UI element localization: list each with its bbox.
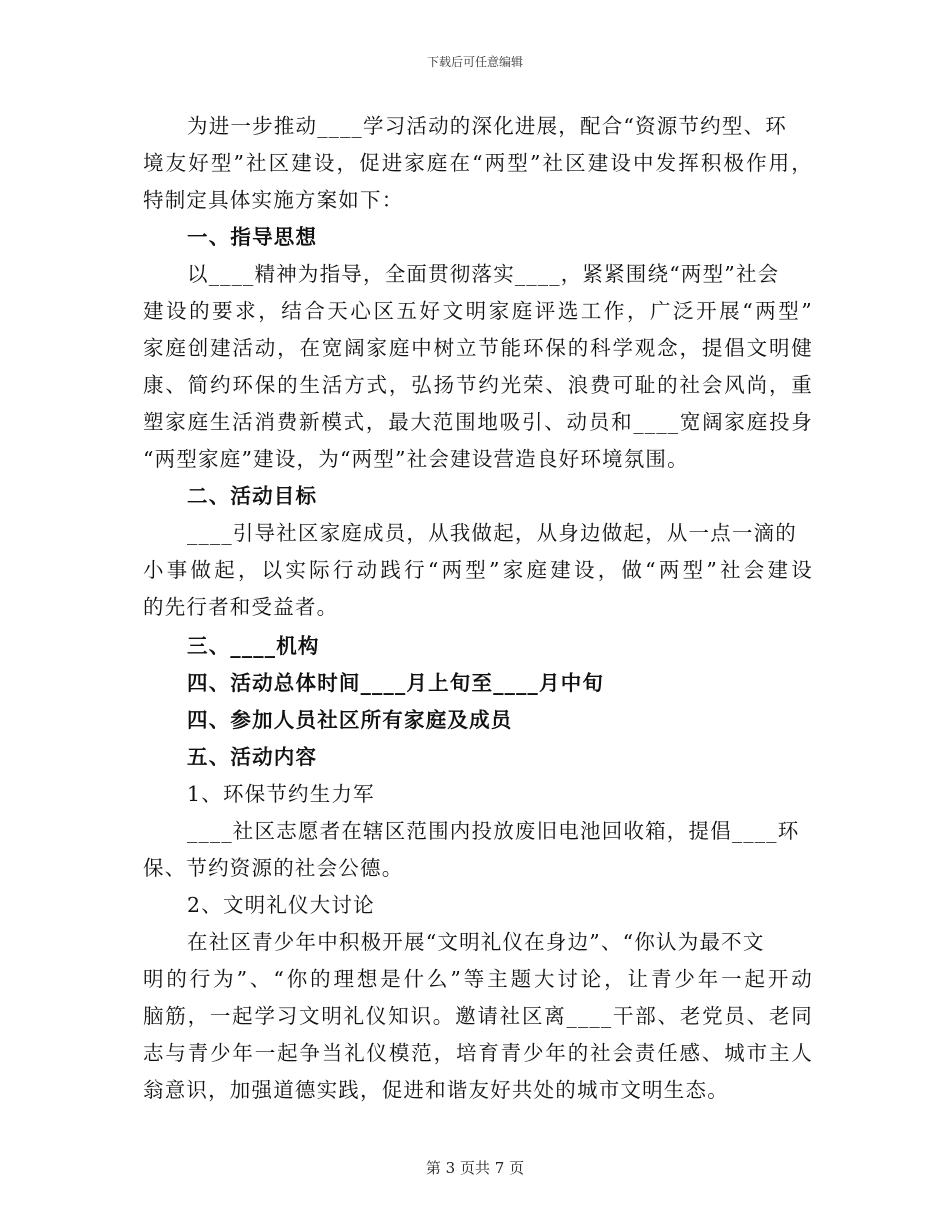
section-heading: 三、____机构 bbox=[187, 634, 320, 658]
body-line: 境友好型”社区建设，促进家庭在“两型”社区建设中发挥积极作用， bbox=[143, 151, 813, 175]
section-heading: 五、活动内容 bbox=[187, 745, 318, 769]
section-heading: 四、参加人员社区所有家庭及成员 bbox=[187, 708, 513, 732]
body-line: 特制定具体实施方案如下： bbox=[143, 188, 404, 212]
body-line: 家庭创建活动，在宽阔家庭中树立节能环保的科学观念，提倡文明健 bbox=[143, 336, 813, 360]
body-line: 志与青少年一起争当礼仪模范，培育青少年的社会责任感、城市主人 bbox=[143, 1041, 813, 1065]
sub-heading: 2、文明礼仪大讨论 bbox=[187, 893, 375, 917]
page-footer: 第 3 页共 7 页 bbox=[425, 1159, 525, 1177]
body-line: 翁意识，加强道德实践，促进和谐友好共处的城市文明生态。 bbox=[143, 1078, 729, 1102]
body-line: 的先行者和受益者。 bbox=[143, 595, 339, 619]
body-line: “两型家庭”建设，为“两型”社会建设营造良好环境氛围。 bbox=[143, 447, 689, 471]
body-line: 为进一步推动____学习活动的深化进展，配合“资源节约型、环 bbox=[187, 114, 787, 138]
section-heading: 二、活动目标 bbox=[187, 484, 318, 508]
section-heading: 一、指导思想 bbox=[187, 225, 318, 249]
body-line: 明的行为”、“你的理想是什么”等主题大讨论，让青少年一起开动 bbox=[143, 967, 813, 991]
section-heading: 四、活动总体时间____月上旬至____月中旬 bbox=[187, 671, 605, 695]
sub-heading: 1、环保节约生力军 bbox=[187, 782, 375, 806]
body-line: 小事做起，以实际行动践行“两型”家庭建设，做“两型”社会建设 bbox=[143, 558, 813, 582]
body-line: 康、简约环保的生活方式，弘扬节约光荣、浪费可耻的社会风尚，重 bbox=[143, 373, 813, 397]
body-line: 在社区青少年中积极开展“文明礼仪在身边”、“你认为最不文 bbox=[187, 930, 765, 954]
body-line: 以____精神为指导，全面贯彻落实____，紧紧围绕“两型”社会 bbox=[187, 262, 780, 286]
body-line: 建设的要求，结合天心区五好文明家庭评选工作，广泛开展“两型” bbox=[143, 299, 813, 323]
page-header: 下载后可任意编辑 bbox=[426, 55, 523, 69]
body-line: 塑家庭生活消费新模式，最大范围地吸引、动员和____宽阔家庭投身 bbox=[143, 410, 813, 434]
body-line: ____社区志愿者在辖区范围内投放废旧电池回收箱，提倡____环 bbox=[187, 819, 800, 843]
body-line: 保、节约资源的社会公德。 bbox=[143, 856, 404, 880]
body-line: 脑筋，一起学习文明礼仪知识。邀请社区离____干部、老党员、老同 bbox=[143, 1004, 813, 1028]
body-line: ____引导社区家庭成员，从我做起，从身边做起，从一点一滴的 bbox=[187, 521, 797, 545]
